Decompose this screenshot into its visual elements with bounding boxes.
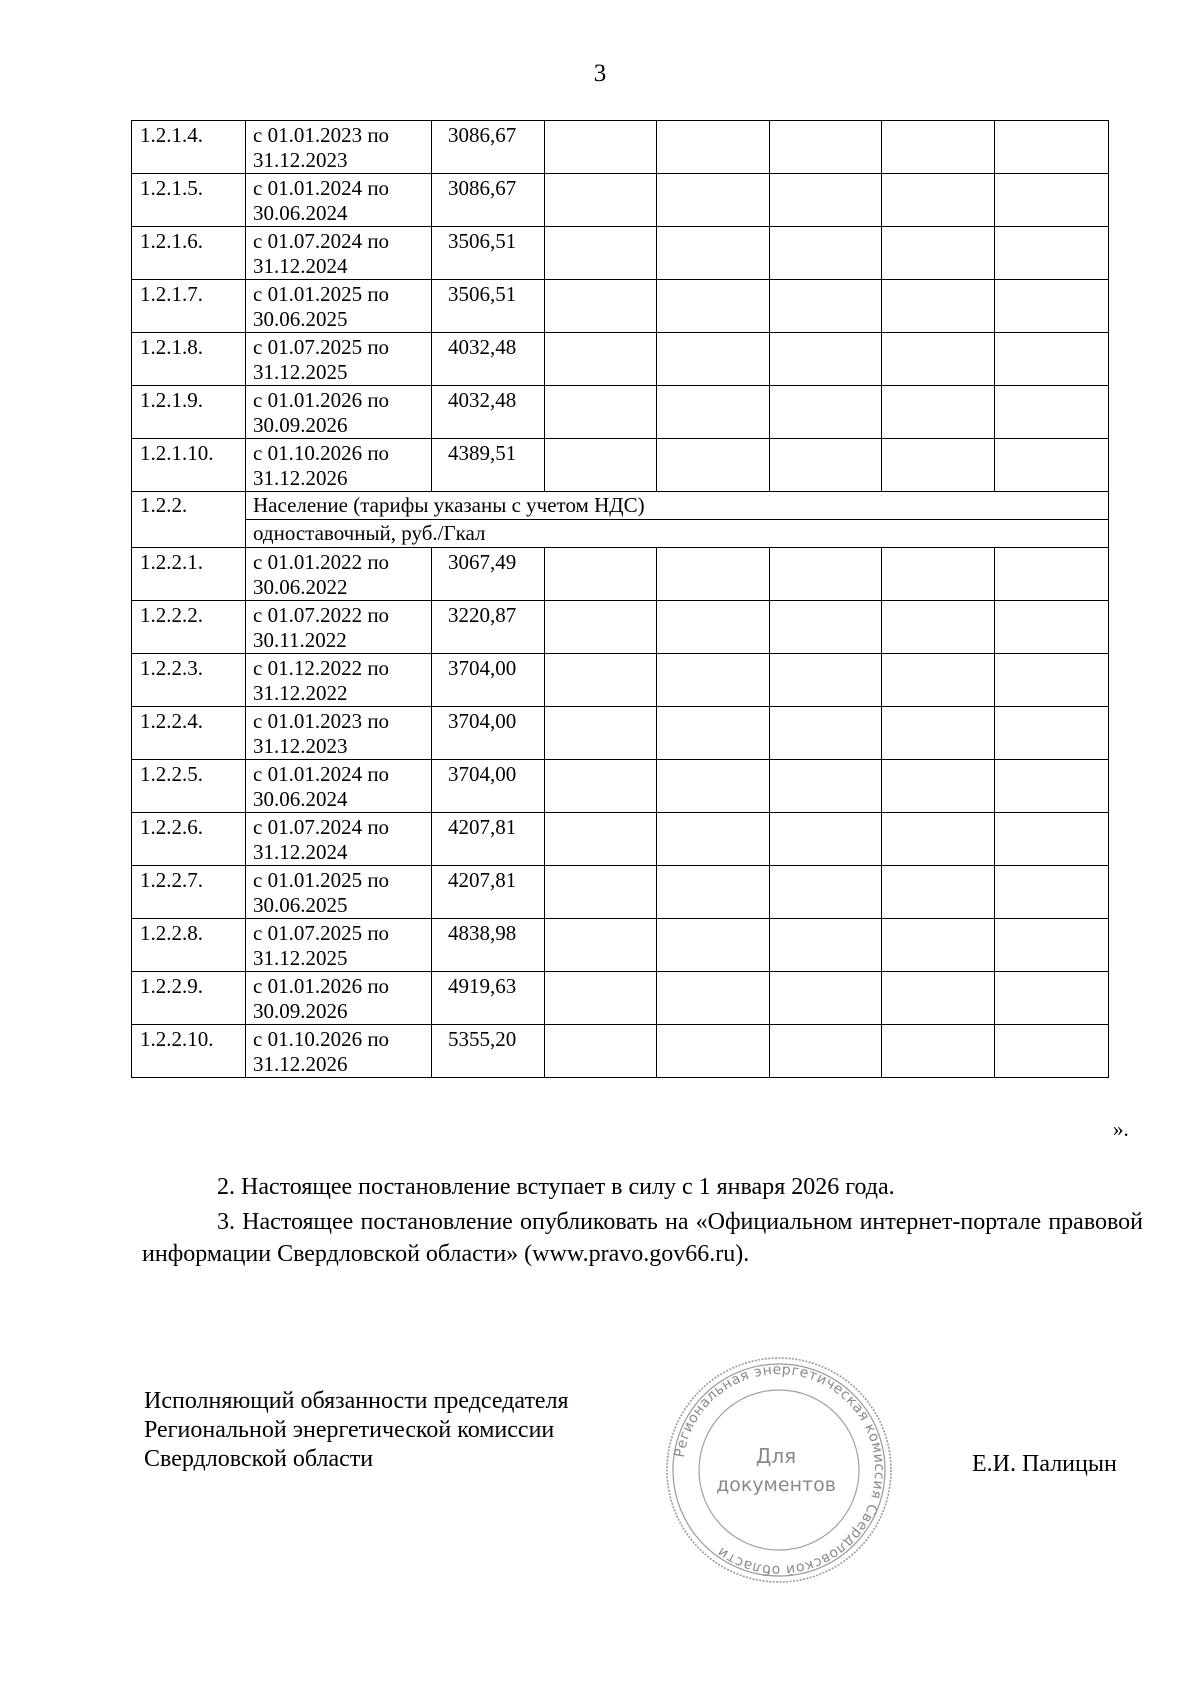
group-subtitle: одноставочный, руб./Гкал bbox=[246, 520, 1109, 548]
empty-cell bbox=[882, 707, 995, 760]
empty-cell bbox=[995, 972, 1109, 1025]
row-value: 3506,51 bbox=[432, 227, 545, 280]
empty-cell bbox=[995, 813, 1109, 866]
empty-cell bbox=[770, 707, 882, 760]
row-value: 5355,20 bbox=[432, 1025, 545, 1078]
paragraph-3: 3. Настоящее постановление опубликовать на «Официальном интернет-портале правовой информации Свердловской области» (www.pravo.gov66.ru). bbox=[142, 1209, 1143, 1267]
page-number: 3 bbox=[593, 60, 607, 87]
empty-cell bbox=[657, 707, 770, 760]
row-number: 1.2.2.2. bbox=[132, 601, 246, 654]
table-row bbox=[132, 707, 1109, 760]
row-value: 4207,81 bbox=[432, 866, 545, 919]
row-number: 1.2.1.7. bbox=[132, 280, 246, 333]
empty-cell bbox=[657, 813, 770, 866]
empty-cell bbox=[882, 174, 995, 227]
stamp-line-2: документов bbox=[716, 1474, 836, 1496]
empty-cell bbox=[770, 601, 882, 654]
empty-cell bbox=[657, 439, 770, 492]
empty-cell bbox=[770, 654, 882, 707]
empty-cell bbox=[657, 601, 770, 654]
empty-cell bbox=[995, 601, 1109, 654]
empty-cell bbox=[882, 866, 995, 919]
row-number: 1.2.2.10. bbox=[132, 1025, 246, 1078]
empty-cell bbox=[882, 813, 995, 866]
empty-cell bbox=[995, 174, 1109, 227]
signer-line-3: Свердловской области bbox=[144, 1446, 374, 1472]
table-row bbox=[132, 174, 1109, 227]
row-value: 4032,48 bbox=[432, 333, 545, 386]
empty-cell bbox=[545, 919, 657, 972]
empty-cell bbox=[657, 654, 770, 707]
row-period: с 01.01.2025 по 30.06.2025 bbox=[246, 866, 432, 919]
empty-cell bbox=[657, 972, 770, 1025]
empty-cell bbox=[545, 601, 657, 654]
row-period: с 01.07.2024 по 31.12.2024 bbox=[246, 227, 432, 280]
row-period: с 01.10.2026 по 31.12.2026 bbox=[246, 439, 432, 492]
empty-cell bbox=[882, 972, 995, 1025]
empty-cell bbox=[882, 121, 995, 174]
empty-cell bbox=[770, 548, 882, 601]
empty-cell bbox=[995, 548, 1109, 601]
empty-cell bbox=[882, 601, 995, 654]
empty-cell bbox=[882, 227, 995, 280]
row-value: 3086,67 bbox=[432, 121, 545, 174]
empty-cell bbox=[657, 333, 770, 386]
empty-cell bbox=[882, 548, 995, 601]
empty-cell bbox=[545, 707, 657, 760]
empty-cell bbox=[545, 121, 657, 174]
row-number: 1.2.2.1. bbox=[132, 548, 246, 601]
empty-cell bbox=[545, 654, 657, 707]
signer-position bbox=[144, 1387, 569, 1474]
row-period: с 01.01.2025 по 30.06.2025 bbox=[246, 280, 432, 333]
stamp-line-1: Для bbox=[755, 1444, 797, 1468]
empty-cell bbox=[995, 866, 1109, 919]
empty-cell bbox=[545, 227, 657, 280]
empty-cell bbox=[995, 919, 1109, 972]
table-row bbox=[132, 919, 1109, 972]
row-period: с 01.01.2026 по 30.09.2026 bbox=[246, 972, 432, 1025]
row-value: 4389,51 bbox=[432, 439, 545, 492]
empty-cell bbox=[545, 972, 657, 1025]
table-row bbox=[132, 654, 1109, 707]
row-value: 3704,00 bbox=[432, 760, 545, 813]
empty-cell bbox=[770, 386, 882, 439]
empty-cell bbox=[995, 333, 1109, 386]
row-number: 1.2.2.5. bbox=[132, 760, 246, 813]
row-number: 1.2.1.9. bbox=[132, 386, 246, 439]
table-row bbox=[132, 386, 1109, 439]
row-value: 4207,81 bbox=[432, 813, 545, 866]
table-row bbox=[132, 227, 1109, 280]
empty-cell bbox=[545, 439, 657, 492]
row-period: с 01.01.2026 по 30.09.2026 bbox=[246, 386, 432, 439]
empty-cell bbox=[657, 280, 770, 333]
empty-cell bbox=[545, 174, 657, 227]
signer-name: Е.И. Палицын bbox=[972, 1451, 1117, 1477]
empty-cell bbox=[545, 548, 657, 601]
empty-cell bbox=[770, 866, 882, 919]
row-number: 1.2.1.4. bbox=[132, 121, 246, 174]
row-value: 3220,87 bbox=[432, 601, 545, 654]
row-number: 1.2.2.8. bbox=[132, 919, 246, 972]
empty-cell bbox=[882, 760, 995, 813]
table-row bbox=[132, 813, 1109, 866]
empty-cell bbox=[995, 1025, 1109, 1078]
tariff-rows-section-2 bbox=[132, 548, 1109, 1078]
empty-cell bbox=[657, 174, 770, 227]
empty-cell bbox=[657, 386, 770, 439]
row-number: 1.2.2.7. bbox=[132, 866, 246, 919]
group-subtitle-row bbox=[132, 520, 1109, 548]
tariff-rows-section-1 bbox=[132, 121, 1109, 492]
empty-cell bbox=[882, 439, 995, 492]
empty-cell bbox=[882, 333, 995, 386]
empty-cell bbox=[545, 1025, 657, 1078]
empty-cell bbox=[545, 386, 657, 439]
empty-cell bbox=[882, 386, 995, 439]
empty-cell bbox=[657, 548, 770, 601]
empty-cell bbox=[995, 707, 1109, 760]
empty-cell bbox=[657, 760, 770, 813]
row-value: 3067,49 bbox=[432, 548, 545, 601]
group-title: Население (тарифы указаны с учетом НДС) bbox=[246, 492, 1109, 520]
row-value: 3704,00 bbox=[432, 707, 545, 760]
table-row bbox=[132, 1025, 1109, 1078]
row-number: 1.2.2.9. bbox=[132, 972, 246, 1025]
row-value: 4032,48 bbox=[432, 386, 545, 439]
table-row bbox=[132, 760, 1109, 813]
row-period: с 01.07.2025 по 31.12.2025 bbox=[246, 333, 432, 386]
row-period: с 01.01.2022 по 30.06.2022 bbox=[246, 548, 432, 601]
empty-cell bbox=[545, 866, 657, 919]
row-period: с 01.07.2022 по 30.11.2022 bbox=[246, 601, 432, 654]
row-value: 3704,00 bbox=[432, 654, 545, 707]
empty-cell bbox=[770, 1025, 882, 1078]
row-period: с 01.01.2024 по 30.06.2024 bbox=[246, 760, 432, 813]
empty-cell bbox=[882, 280, 995, 333]
row-period: с 01.01.2024 по 30.06.2024 bbox=[246, 174, 432, 227]
empty-cell bbox=[995, 227, 1109, 280]
row-number: 1.2.1.10. bbox=[132, 439, 246, 492]
empty-cell bbox=[770, 760, 882, 813]
empty-cell bbox=[657, 919, 770, 972]
table-row bbox=[132, 333, 1109, 386]
empty-cell bbox=[545, 333, 657, 386]
row-period: с 01.10.2026 по 31.12.2026 bbox=[246, 1025, 432, 1078]
signer-line-1: Исполняющий обязанности председателя bbox=[144, 1388, 569, 1414]
empty-cell bbox=[545, 280, 657, 333]
row-period: с 01.12.2022 по 31.12.2022 bbox=[246, 654, 432, 707]
empty-cell bbox=[882, 919, 995, 972]
empty-cell bbox=[995, 121, 1109, 174]
population-group bbox=[132, 492, 1109, 548]
row-value: 4919,63 bbox=[432, 972, 545, 1025]
empty-cell bbox=[770, 439, 882, 492]
table-row bbox=[132, 280, 1109, 333]
tariff-table bbox=[131, 120, 1109, 1078]
row-period: с 01.01.2023 по 31.12.2023 bbox=[246, 121, 432, 174]
empty-cell bbox=[882, 1025, 995, 1078]
empty-cell bbox=[882, 654, 995, 707]
row-period: с 01.01.2023 по 31.12.2023 bbox=[246, 707, 432, 760]
empty-cell bbox=[770, 972, 882, 1025]
row-number: 1.2.1.6. bbox=[132, 227, 246, 280]
table-row bbox=[132, 866, 1109, 919]
empty-cell bbox=[770, 121, 882, 174]
empty-cell bbox=[995, 760, 1109, 813]
empty-cell bbox=[657, 121, 770, 174]
table-row bbox=[132, 439, 1109, 492]
row-period: с 01.07.2024 по 31.12.2024 bbox=[246, 813, 432, 866]
group-header-row bbox=[132, 492, 1109, 520]
empty-cell bbox=[995, 280, 1109, 333]
empty-cell bbox=[545, 760, 657, 813]
empty-cell bbox=[995, 439, 1109, 492]
row-number: 1.2.2.3. bbox=[132, 654, 246, 707]
empty-cell bbox=[657, 227, 770, 280]
row-value: 4838,98 bbox=[432, 919, 545, 972]
row-period: с 01.07.2025 по 31.12.2025 bbox=[246, 919, 432, 972]
row-value: 3506,51 bbox=[432, 280, 545, 333]
table-row bbox=[132, 601, 1109, 654]
row-number: 1.2.2.4. bbox=[132, 707, 246, 760]
empty-cell bbox=[545, 813, 657, 866]
empty-cell bbox=[770, 280, 882, 333]
table-row bbox=[132, 972, 1109, 1025]
row-number: 1.2.1.5. bbox=[132, 174, 246, 227]
empty-cell bbox=[770, 333, 882, 386]
signer-line-2: Региональной энергетической комиссии bbox=[144, 1417, 555, 1443]
table-row bbox=[132, 548, 1109, 601]
closing-quote: ». bbox=[1113, 1117, 1129, 1141]
empty-cell bbox=[770, 813, 882, 866]
empty-cell bbox=[657, 1025, 770, 1078]
stamp-outer-text: Региональная энергетическая комиссия Свердловской области bbox=[671, 1361, 888, 1579]
empty-cell bbox=[995, 386, 1109, 439]
empty-cell bbox=[657, 866, 770, 919]
row-number: 1.2.2.6. bbox=[132, 813, 246, 866]
empty-cell bbox=[995, 654, 1109, 707]
paragraph-2: 2. Настоящее постановление вступает в силу с 1 января 2026 года. bbox=[217, 1174, 895, 1200]
empty-cell bbox=[770, 919, 882, 972]
empty-cell bbox=[770, 174, 882, 227]
row-number: 1.2.1.8. bbox=[132, 333, 246, 386]
group-number: 1.2.2. bbox=[132, 492, 246, 548]
table-row bbox=[132, 121, 1109, 174]
row-value: 3086,67 bbox=[432, 174, 545, 227]
official-stamp bbox=[664, 1355, 894, 1585]
empty-cell bbox=[770, 227, 882, 280]
